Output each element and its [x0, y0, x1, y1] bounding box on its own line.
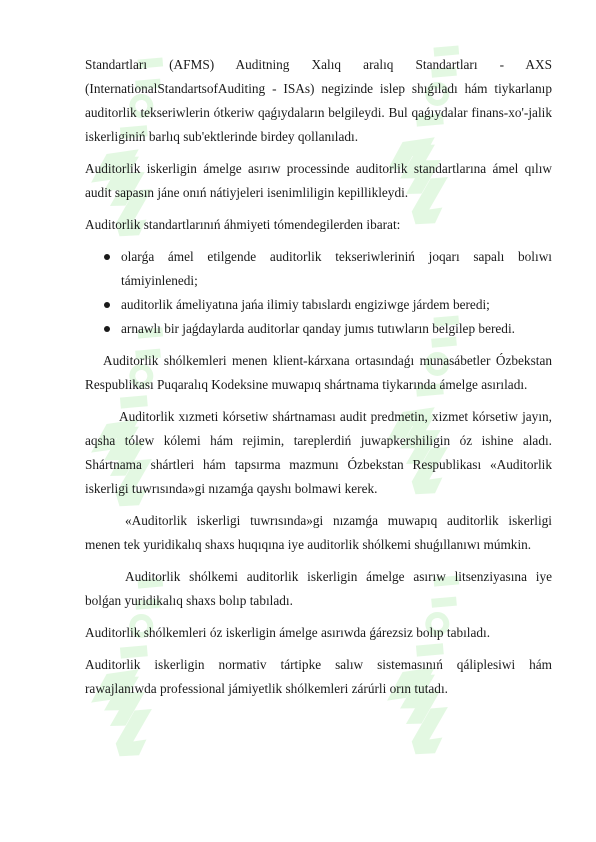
paragraph: Auditorlik shólkemleri óz iskerligin ámelge asırıwda ǵárezsiz bolıp tabıladı. [85, 625, 491, 640]
paragraph: Auditorlik standartlarınıń áhmiyeti tómendegilerden ibarat: [85, 217, 401, 232]
paragraph: Auditorlik shólkemi auditorlik iskerligin ámelge asırıw litsenziyasına iye bolǵan yuridikalıq shaxs bolıp tabıladı. [85, 569, 552, 608]
list-item: arnawlı bir jaǵdaylarda auditorlar qanday jumıs tutıwların belgilep beredi. [121, 317, 552, 341]
paragraph: «Auditorlik iskerligi tuwrısında»gi nızamǵa muwapıq auditorlik iskerligi menen tek yuridikalıq shaxs huqıqına iye auditorlik shólkemi shuǵıllanıwı múmkin. [85, 513, 552, 552]
paragraph: Auditorlik iskerligin normativ tártipke salıw sistemasınıń qáliplesiwi hám rawajlanıwda professional jámiyetlik shólkemleri zárúrli orın tutadı. [85, 657, 552, 696]
list-item: auditorlik ámeliyatına jańa ilimiy tabıslardı engiziwge járdem beredi; [121, 293, 552, 317]
list-item: olarǵa ámel etilgende auditorlik tekseriwleriniń joqarı sapalı bolıwı támiyinlenedi; [121, 245, 552, 293]
paragraph: Auditorlik shólkemleri menen klient-kárxana ortasındaǵı munasábetler Ózbekstan Respublikası Puqaralıq Kodeksine muwapıq shártnama tiykarında ámelge asırıladı. [85, 353, 552, 392]
paragraph: Auditorlik xızmeti kórsetiw shártnaması audit predmetin, xizmet kórsetiw jayın, aqsha tólew kólemi hám rejimin, tareplerdiń juwapkershiligin óz ishine aladı. Shártnama shártleri hám tapsırma mazmunı Ózbekstan Respublikası «Auditorlik iskerligi tuwrısında»gi nızamǵa qayshı bolmawi kerek. [85, 409, 552, 496]
paragraph: Auditorlik iskerligin ámelge asırıw processinde auditorlik standartlarına ámel qılıw audit sapasın jáne onıń nátiyjeleri isenimliligin kepillikleydi. [85, 161, 552, 200]
document-body [85, 53, 552, 709]
paragraph: Standartları (AFMS) Auditning Xalıq aralıq Standartları - AXS (InternationalStandartsofAuditing - ISAs) negizinde islep shıǵıladı hám tiykarlanıp auditorlik tekseriwlerin ótkeriw qaǵıydaların belgileydi. Bul qaǵıydalar finans-xo'-jalik iskerliginiń barlıq sub'ektlerinde birdey qollanıladı. [85, 57, 552, 144]
bullet-list [85, 245, 552, 341]
